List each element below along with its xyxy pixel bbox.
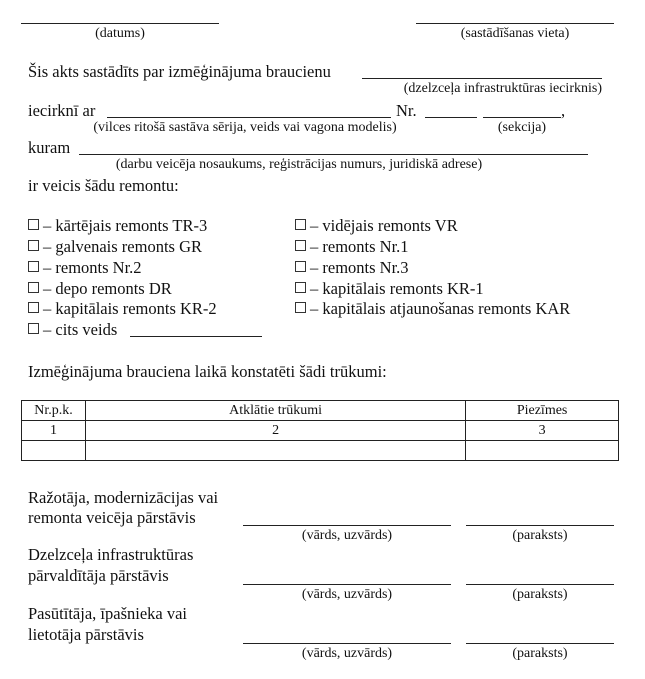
repair-option-nr2[interactable]: – remonts Nr.2 [28,258,142,277]
signatory-3-name-caption: (vārds, uzvārds) [301,646,393,661]
repair-option-tr3[interactable]: – kārtējais remonts TR-3 [28,216,207,235]
signatory-1-name-caption: (vārds, uzvārds) [301,528,393,543]
repair-option-other[interactable]: – cits veids [28,320,117,339]
defects-heading: Izmēģinājuma brauciena laikā konstatēti šādi trūkumi: [28,362,387,381]
checkbox-icon[interactable] [28,240,39,251]
repair-option-kar[interactable]: – kapitālais atjaunošanas remonts KAR [295,299,570,318]
signatory-2-label-line1: Dzelzceļa infrastruktūras [28,545,194,564]
signatory-1-name-field[interactable] [243,525,451,526]
column-header-notes: Piezīmes [466,401,619,421]
repair-option-dr[interactable]: – depo remonts DR [28,279,172,298]
table-cell[interactable] [466,441,619,461]
checkbox-icon[interactable] [295,302,306,313]
contractor-caption: (darbu veicēja nosaukums, reģistrācijas numurs, juridiskā adrese) [115,157,483,172]
signatory-3-signature-caption: (paraksts) [512,646,568,661]
checkbox-icon[interactable] [28,282,39,293]
checkbox-icon[interactable] [28,219,39,230]
signatory-2-label-line2: pārvaldītāja pārstāvis [28,566,169,585]
rolling-stock-caption: (vilces ritošā sastāva sērija, veids vai vagona modelis) [93,120,397,135]
contractor-field[interactable] [79,154,588,155]
intro-line2-prefix: iecirknī ar [28,101,96,120]
checkbox-icon[interactable] [295,219,306,230]
table-cell[interactable] [22,441,86,461]
table-numbering-row [22,421,619,441]
signatory-3-label-line1: Pasūtītāja, īpašnieka vai [28,604,187,623]
signatory-1-signature-field[interactable] [466,525,614,526]
nr-label: Nr. [396,101,417,120]
signatory-2-name-caption: (vārds, uzvārds) [301,587,393,602]
other-type-field[interactable] [130,336,262,337]
signatory-1-signature-caption: (paraksts) [512,528,568,543]
signatory-2-name-field[interactable] [243,584,451,585]
place-field[interactable] [416,23,614,24]
repair-option-nr1[interactable]: – remonts Nr.1 [295,237,409,256]
repair-option-kr2[interactable]: – kapitālais remonts KR-2 [28,299,217,318]
table-cell: 3 [466,421,619,441]
signatory-1-label-line2: remonta veicēja pārstāvis [28,508,196,527]
table-row[interactable] [22,441,619,461]
signatory-2-signature-caption: (paraksts) [512,587,568,602]
checkbox-icon[interactable] [295,282,306,293]
date-field[interactable] [21,23,219,24]
signatory-3-signature-field[interactable] [466,643,614,644]
railway-section-caption: (dzelzceļa infrastruktūras iecirknis) [403,81,602,96]
place-caption: (sastādīšanas vieta) [460,26,570,41]
railway-section-field[interactable] [362,78,602,79]
column-header-defects: Atklātie trūkumi [85,401,465,421]
checkbox-icon[interactable] [295,240,306,251]
date-caption: (datums) [95,26,145,41]
section-field[interactable] [483,117,561,118]
signatory-2-signature-field[interactable] [466,584,614,585]
intro-line3-prefix: kuram [28,138,71,157]
checkbox-icon[interactable] [28,261,39,272]
signatory-3-label-line2: lietotāja pārstāvis [28,625,144,644]
signatory-1-label-line1: Ražotāja, modernizācijas vai [28,488,219,507]
table-cell[interactable] [85,441,465,461]
checkbox-icon[interactable] [295,261,306,272]
repair-option-gr[interactable]: – galvenais remonts GR [28,237,202,256]
comma: , [561,101,566,120]
checkbox-icon[interactable] [28,323,39,334]
rolling-stock-field[interactable] [107,117,391,118]
repair-option-vr[interactable]: – vidējais remonts VR [295,216,458,235]
repair-option-nr3[interactable]: – remonts Nr.3 [295,258,409,277]
signatory-3-name-field[interactable] [243,643,451,644]
intro-line4-text: ir veicis šādu remontu: [28,176,179,195]
table-cell: 1 [22,421,86,441]
table-header-row [22,401,619,421]
table-cell: 2 [85,421,465,441]
nr-field[interactable] [425,117,477,118]
section-caption: (sekcija) [497,120,547,135]
column-header-number: Nr.p.k. [22,401,86,421]
repair-option-kr1[interactable]: – kapitālais remonts KR-1 [295,279,484,298]
defects-table [21,400,619,461]
checkbox-icon[interactable] [28,302,39,313]
intro-line1-text: Šis akts sastādīts par izmēģinājuma braucienu [28,62,331,81]
